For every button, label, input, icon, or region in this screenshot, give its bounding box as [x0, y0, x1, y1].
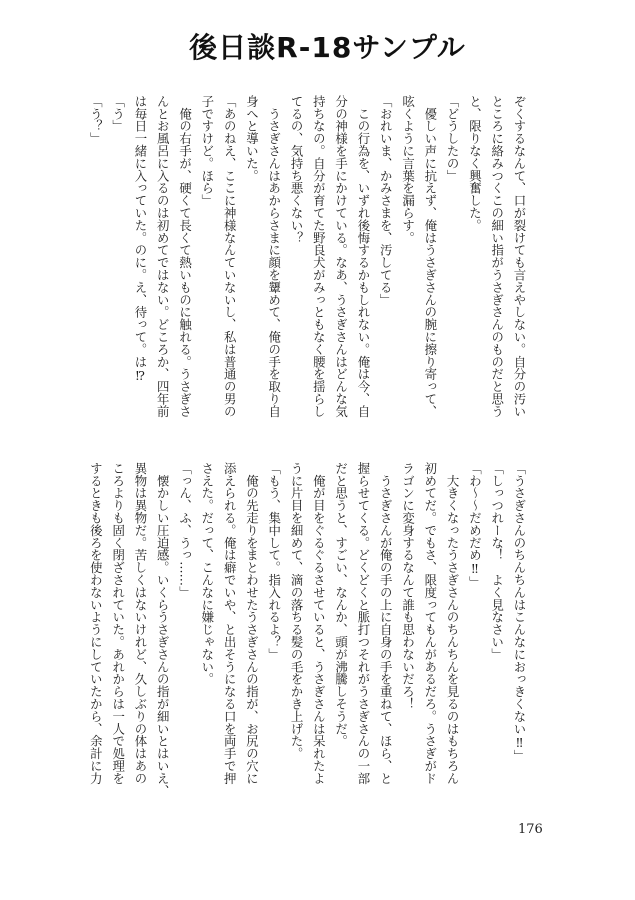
text-column: 「おれいま、かみさまを、汚してる」	[378, 95, 394, 306]
text-column: 優しい声に抗えず、俺はうさぎさんの腕に擦り寄って、	[422, 95, 438, 418]
text-column: 「わ〜〜だめだめ‼」	[467, 462, 483, 589]
text-column: するときも後ろを使わないようにしていたから、余計に力	[88, 462, 104, 785]
text-column: んとお風呂に入るのは初めてではない。どころか、四年前	[155, 95, 171, 418]
page-title: 後日談R-18サンプル	[189, 31, 466, 64]
text-column: 異物は異物だ。苦しくはないけれど、久しぶりの体はあの	[132, 462, 148, 785]
text-column: ころよりも固く閉ざされていた。あれからは一人で処理を	[110, 462, 126, 785]
text-column: 「もう、集中して。指入れるよ？」	[266, 462, 282, 661]
text-column: と、限りなく興奮した。	[467, 95, 483, 232]
text-column: うさぎさんはあからさまに顔を顰めて、俺の手を取り自	[266, 95, 282, 418]
text-column: 「しっつれーな！ よく見なさい」	[489, 462, 505, 661]
text-column: 懐かしい圧迫感。いくらうさぎさんの指が細いとはいえ、	[155, 462, 171, 797]
text-column: 「う？」	[88, 95, 104, 145]
text-column: は毎日一緒に入っていた。のに。え、待って。は⁉	[132, 95, 148, 383]
text-column: ラゴンに変身するなんて誰も思わないだろ！	[400, 462, 416, 710]
text-column: 「っん、ふ、うっ……」	[177, 462, 193, 599]
text-column: 俺が目をぐるぐるさせていると、うさぎさんは呆れたよ	[311, 462, 327, 785]
text-column: 俺の先走りをまとわせたうさぎさんの指が、お尻の穴に	[244, 462, 260, 785]
text-column: この行為を、いずれ後悔するかもしれない。俺は今、自	[355, 95, 371, 418]
text-column: うに片目を細めて、滴の落ちる髪の毛をかき上げた。	[289, 462, 305, 760]
text-column: 「う」	[110, 95, 126, 133]
text-column: うさぎさんが俺の手の上に自身の手を重ねて、ほら、と	[378, 462, 394, 785]
text-column: 「どうしたの」	[445, 95, 461, 182]
text-column: 握らせてくる。どくどくと脈打つそれがうさぎさんの一部	[355, 462, 371, 785]
text-column: ところに絡みつくこの細い指がうさぎさんのものだと思う	[489, 95, 505, 418]
text-column: 身へと導いた。	[244, 95, 260, 182]
text-column: てるの、気持ち悪くない？	[289, 95, 305, 244]
text-column: 初めてだ。でもさ、限度ってもんがあるだろ。うさぎがド	[422, 462, 438, 785]
page-number: 176	[518, 822, 543, 837]
text-column: 持ちなの。自分が育てた野良犬がみっともなく腰を揺らし	[311, 95, 327, 418]
text-block-bottom	[84, 462, 530, 797]
text-column: ぞくするなんて、口が裂けても言えやしない。自分の汚い	[512, 95, 527, 418]
text-column: 「あのねえ、ここに神様なんていないし、私は普通の男の	[222, 95, 238, 418]
text-column: 大きくなったうさぎさんのちんちんを見るのはもちろん	[445, 462, 461, 785]
text-column: さえた。だって、こんなに嫌じゃない。	[199, 462, 215, 686]
text-column: 俺の右手が、硬くて長くて熱いものに触れる。うさぎさ	[177, 95, 193, 418]
text-column: 「うさぎさんのちんちんはこんなにおっきくない‼」	[512, 462, 527, 763]
text-block-top	[84, 95, 530, 425]
text-column: 添えられる。俺は癖でいや、と出そうになる口を両手で押	[222, 462, 238, 785]
text-column: だと思うと、すごい、なんか、頭が沸騰しそうだ。	[333, 462, 349, 748]
text-column: 分の神様を手にかけている。なあ、うさぎさんはどんな気	[333, 95, 349, 418]
text-column: 呟くように言葉を漏らす。	[400, 95, 416, 244]
text-column: 子ですけど。ほら」	[199, 95, 215, 207]
